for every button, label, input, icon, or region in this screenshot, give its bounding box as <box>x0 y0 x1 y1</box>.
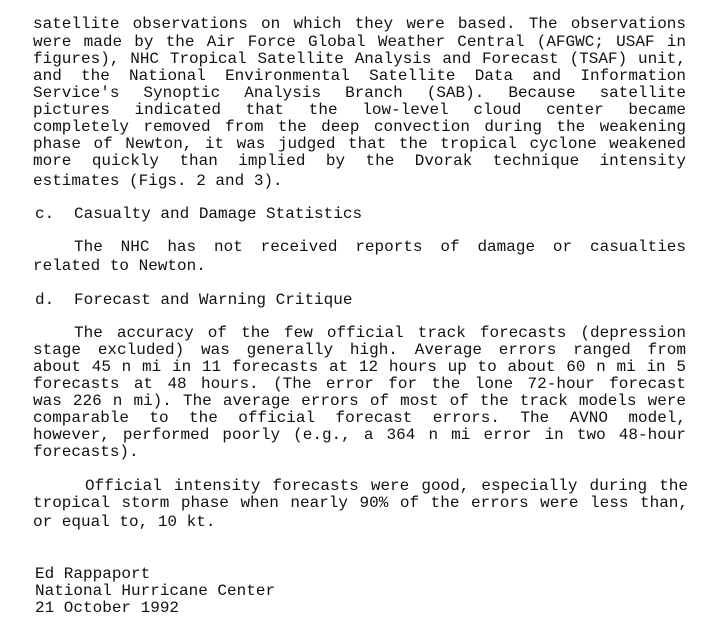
section-d-label: d. <box>35 291 55 309</box>
signature-name: Ed Rappaport <box>35 565 151 583</box>
signature-organization: National Hurricane Center <box>35 582 276 600</box>
text-line: about 45 n mi in 11 forecasts at 12 hours up to about 60 n mi in 5 <box>33 358 686 376</box>
text-line: or equal to, 10 kt. <box>33 513 216 531</box>
signature-date: 21 October 1992 <box>35 599 180 617</box>
text-line: more quickly than implied by the Dvorak technique intensity <box>33 152 686 170</box>
text-line: The NHC has not received reports of damage or casualties <box>74 238 686 256</box>
text-line: Service's Synoptic Analysis Branch (SAB). Because satellite <box>33 84 686 102</box>
text-line: however, performed poorly (e.g., a 364 n mi error in two 48-hour <box>33 426 686 444</box>
text-line: pictures indicated that the low-level cloud center became <box>33 101 686 119</box>
text-line: completely removed from the deep convection during the weakening <box>33 118 686 136</box>
text-line: was 226 n mi). The average errors of most of the track models were <box>33 392 686 410</box>
text-line: satellite observations on which they were based. The observations <box>33 15 686 33</box>
text-line: Official intensity forecasts were good, especially during the <box>85 477 688 495</box>
text-line: figures), NHC Tropical Satellite Analysis and Forecast (TSAF) unit, <box>33 50 686 68</box>
text-line: phase of Newton, it was judged that the tropical cyclone weakened <box>33 135 686 153</box>
text-line: were made by the Air Force Global Weather Central (AFGWC; USAF in <box>33 33 686 51</box>
text-line: The accuracy of the few official track forecasts (depression <box>74 324 686 342</box>
section-c-label: c. <box>35 205 55 223</box>
text-line: forecasts at 48 hours. (The error for the lone 72-hour forecast <box>33 375 686 393</box>
text-line: comparable to the official forecast errors. The AVNO model, <box>33 409 686 427</box>
text-line: stage excluded) was generally high. Average errors ranged from <box>33 341 686 359</box>
text-line: related to Newton. <box>33 257 206 275</box>
text-line: estimates (Figs. 2 and 3). <box>33 172 283 190</box>
text-line: forecasts). <box>33 443 139 461</box>
section-c-title: Casualty and Damage Statistics <box>74 205 363 223</box>
text-line: tropical storm phase when nearly 90% of the errors were less than, <box>33 494 688 512</box>
text-line: and the National Environmental Satellite Data and Information <box>33 67 686 85</box>
section-d-title: Forecast and Warning Critique <box>74 291 353 309</box>
